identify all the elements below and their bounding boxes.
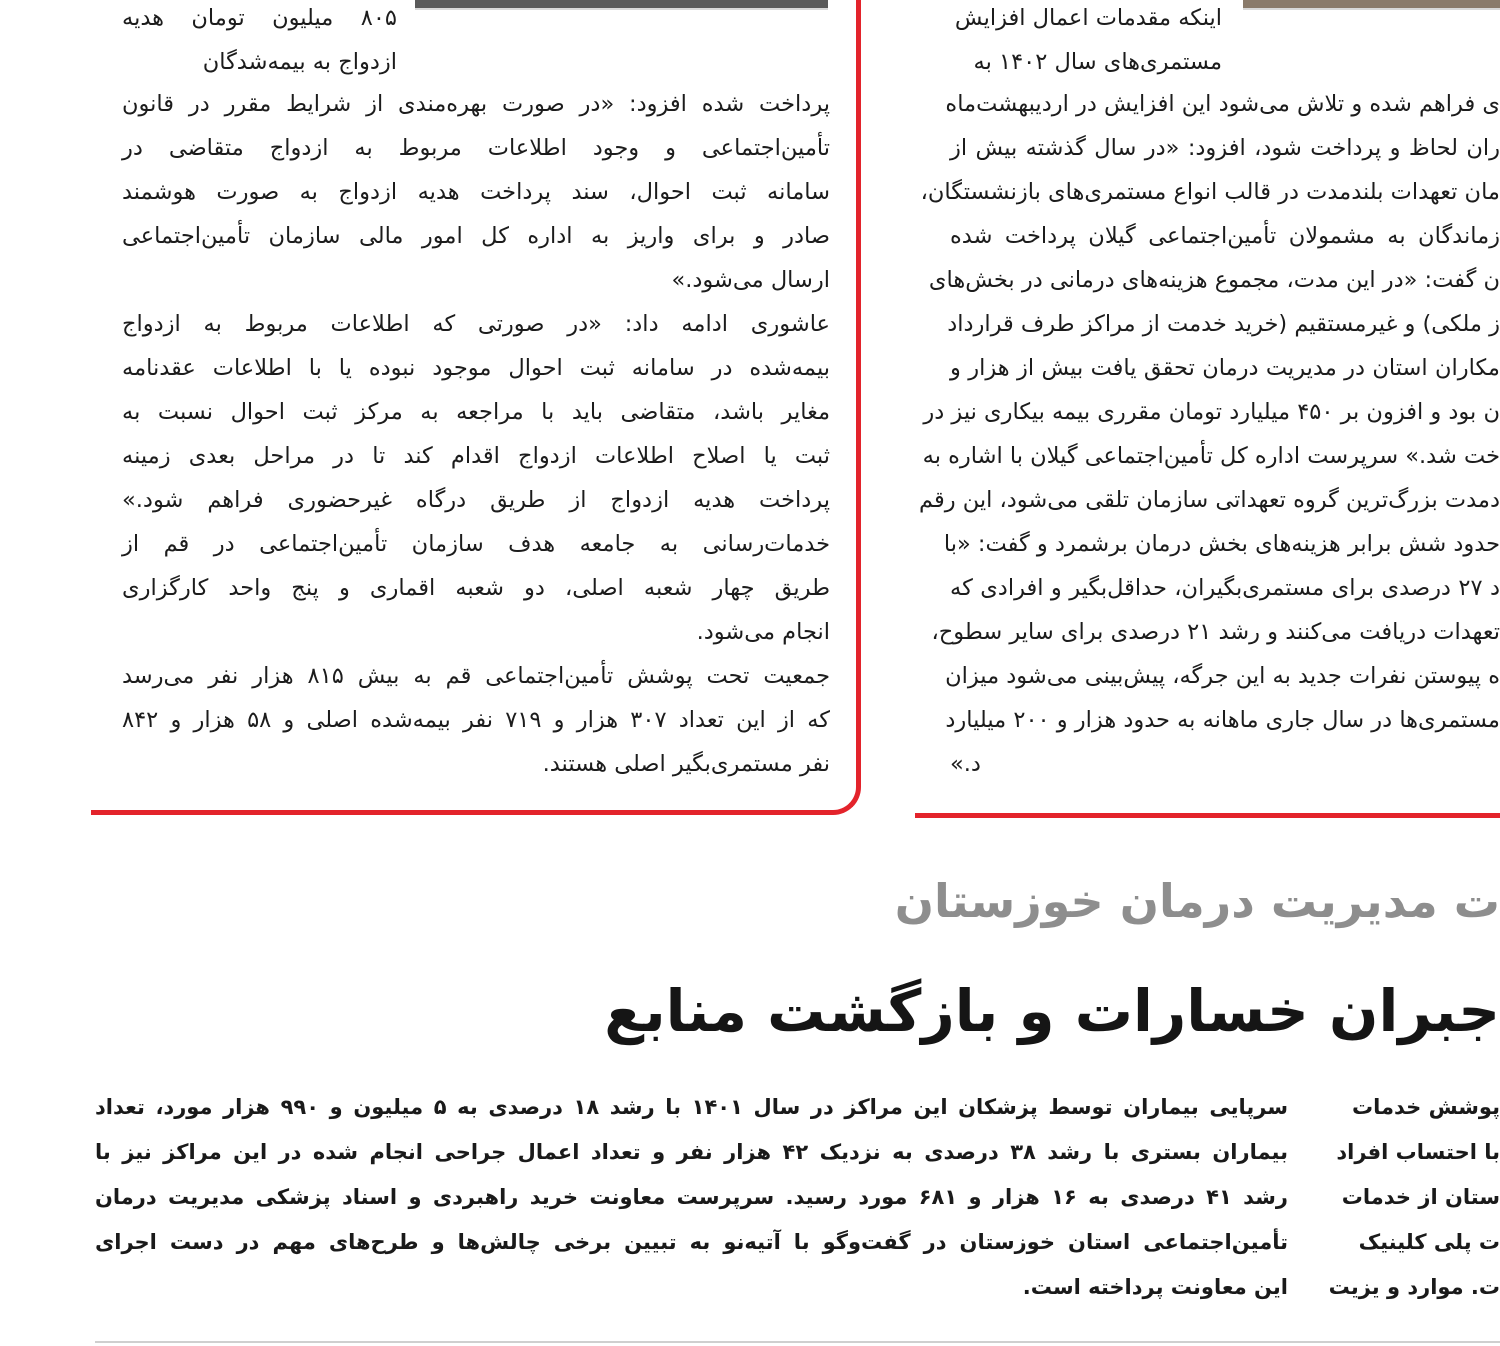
text-line: ن بود و افزون بر ۴۵۰ میلیارد تومان مقرری بیمه بیکاری نیز در	[923, 399, 1500, 425]
text-line: پرداخت شده افزود: «در صورت بهره‌مندی از شرایط مقرر در قانون	[122, 91, 830, 117]
paragraph	[122, 302, 830, 654]
article-subheadline: ت مدیریت درمان خوزستان	[894, 874, 1500, 928]
text-line: خدمات‌رسانی به جامعه هدف سازمان تأمین‌اجتماعی در قم از	[122, 531, 830, 557]
photo-strip-left	[415, 0, 828, 10]
article-lead	[95, 1085, 1288, 1310]
lead-line: ت پلی کلینیک	[1358, 1230, 1500, 1254]
text-line: ز ملکی) و غیرمستقیم (خرید خدمت از مراکز طرف قرارداد	[947, 311, 1500, 337]
text-line: صادر و برای واریز به اداره کل امور مالی سازمان تأمین‌اجتماعی	[122, 223, 830, 249]
text-line: عاشوری ادامه داد: «در صورتی که اطلاعات مربوط به ازدواج	[122, 311, 830, 337]
lead-line: رشد ۴۱ درصدی به ۱۶ هزار و ۶۸۱ مورد رسید. سرپرست معاونت خرید راهبردی و اسناد پزشکی مدیریت درمان	[95, 1185, 1289, 1209]
caption-line: مستمری‌های سال ۱۴۰۲ به	[973, 49, 1222, 75]
text-line: که از این تعداد ۳۰۷ هزار و ۷۱۹ نفر بیمه‌شده اصلی و ۵۸ هزار و ۸۴۲	[122, 707, 831, 733]
side-column-lead	[1328, 1085, 1500, 1310]
text-line: انجام می‌شود.	[696, 619, 830, 645]
right-photo-caption	[950, 0, 1222, 84]
text-line: د.»	[950, 751, 981, 777]
text-line: ران لحاظ و پرداخت شود، افزود: «در سال گذشته بیش از	[950, 135, 1500, 161]
text-line: طریق چهار شعبه اصلی، دو شعبه اقماری و پنج واحد کارگزاری	[122, 575, 830, 601]
text-line: حدود شش برابر هزینه‌های بخش درمان برشمرد و گفت: «با	[943, 531, 1500, 557]
bottom-divider	[95, 1341, 1500, 1343]
text-line: تأمین‌اجتماعی و وجود اطلاعات مربوط به ازدواج متقاضی در	[122, 135, 830, 161]
right-article-body	[918, 82, 1500, 786]
caption-line: ۸۰۵ میلیون تومان هدیه	[122, 5, 397, 31]
lead-line: تأمین‌اجتماعی استان خوزستان در گفت‌وگو با آتیه‌نو به تبیین برخی چالش‌ها و طرح‌های مهم در دست اجرای	[95, 1230, 1288, 1254]
text-line: ثبت یا اصلاح اطلاعات ازدواج اقدام کند تا در مراحل بعدی زمینه	[122, 443, 830, 469]
lead-line: سرپایی بیماران توسط پزشکان این مراکز در سال ۱۴۰۱ با رشد ۱۸ درصدی به ۵ میلیون و ۹۹۰ هزار مورد، تعداد	[95, 1095, 1288, 1119]
text-line: بیمه‌شده در سامانه ثبت احوال موجود نبوده یا با اطلاعات عقدنامه	[122, 355, 830, 381]
text-line: ارسال می‌شود.»	[671, 267, 830, 293]
text-line: مان تعهدات بلندمدت در قالب انواع مستمری‌های بازنشستگان،	[920, 179, 1500, 205]
text-line: جمعیت تحت پوشش تأمین‌اجتماعی قم به بیش ۸۱۵ هزار نفر می‌رسد	[122, 663, 830, 689]
photo-strip-right	[1243, 0, 1500, 10]
text-line: تعهدات دریافت می‌کنند و رشد ۲۱ درصدی برای سایر سطوح،	[931, 619, 1500, 645]
lead-line: بیماران بستری با رشد ۳۸ درصدی به نزدیک ۴۲ هزار نفر و تعداد اعمال جراحی انجام شده در این مراکز نیز با	[95, 1140, 1289, 1164]
text-line: ه پیوستن نفرات جدید به این جرگه، پیش‌بینی می‌شود میزان	[945, 663, 1500, 689]
text-line: د ۲۷ درصدی برای مستمری‌بگیران، حداقل‌بگیر و افرادی که	[950, 575, 1500, 601]
lead-line: پوشش خدمات	[1352, 1095, 1500, 1119]
lead-line: با احتساب افراد	[1336, 1140, 1500, 1164]
paragraph	[122, 654, 830, 786]
text-line: مکاران استان در مدیریت درمان تحقق یافت بیش از هزار و	[950, 355, 1500, 381]
paragraph	[122, 82, 830, 302]
text-line: زماندگان به مشمولان تأمین‌اجتماعی گیلان پرداخت شده	[950, 223, 1500, 249]
text-line: مستمری‌ها در سال جاری ماهانه به حدود هزار و ۲۰۰ میلیارد	[945, 707, 1500, 733]
caption-line: اینکه مقدمات اعمال افزایش	[954, 5, 1222, 31]
text-line: سامانه ثبت احوال، سند پرداخت هدیه ازدواج به صورت هوشمند	[122, 179, 830, 205]
lead-line: ت. موارد و یزیت	[1328, 1275, 1500, 1299]
caption-line: ازدواج به بیمه‌شدگان	[202, 49, 397, 75]
text-line: دمدت بزرگ‌ترین گروه تعهداتی سازمان تلقی می‌شود، این رقم	[918, 487, 1500, 513]
lead-line: این معاونت پرداخته است.	[1022, 1275, 1288, 1299]
right-article-rule	[915, 813, 1500, 818]
text-line: ی فراهم شده و تلاش می‌شود این افزایش در اردیبهشت‌ماه	[945, 91, 1500, 117]
text-line: مغایر باشد، متقاضی باید با مراجعه به مرکز ثبت احوال نسبت به	[122, 399, 830, 425]
left-article-body	[122, 82, 830, 786]
text-line: پرداخت هدیه ازدواج از طریق درگاه غیرحضوری فراهم شود.»	[122, 487, 830, 513]
text-line: خت شد.» سرپرست اداره کل تأمین‌اجتماعی گیلان با اشاره به	[922, 443, 1500, 469]
text-line: ن گفت: «در این مدت، مجموع هزینه‌های درمانی در بخش‌های	[928, 267, 1500, 293]
lead-line: ستان از خدمات	[1341, 1185, 1500, 1209]
text-line: نفر مستمری‌بگیر اصلی هستند.	[542, 751, 830, 777]
article-headline: جبران خسارات و بازگشت منابع	[604, 977, 1500, 1045]
left-photo-caption	[122, 0, 397, 84]
